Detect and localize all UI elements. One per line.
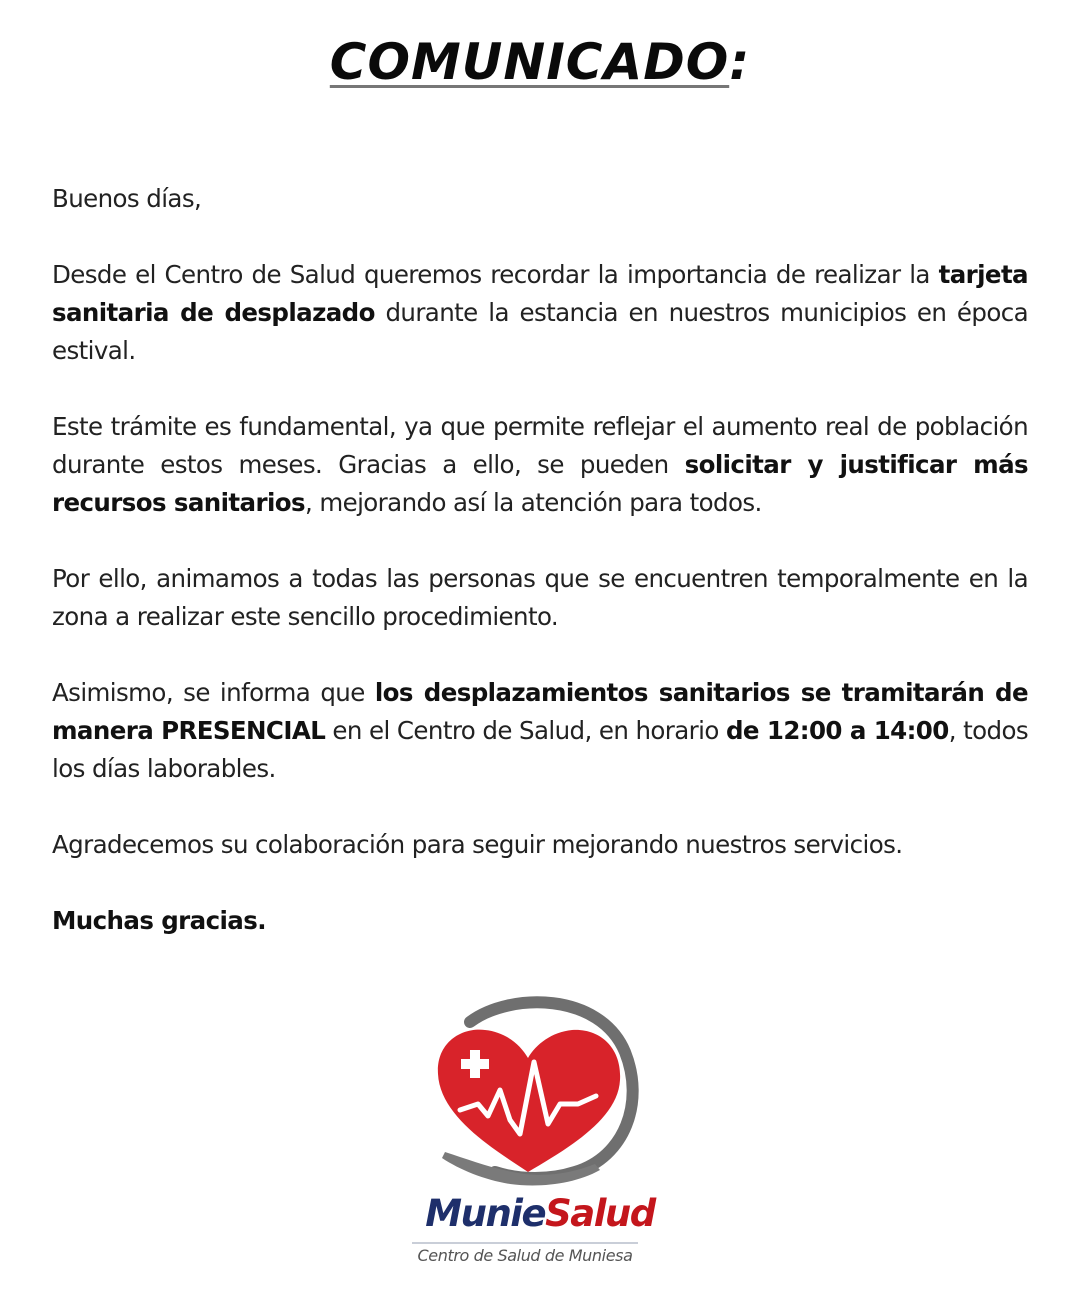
- text: en el Centro de Salud, en horario: [325, 716, 726, 745]
- muniesalud-logo: [400, 992, 680, 1282]
- header: [0, 30, 1080, 94]
- paragraph-animamos: [52, 560, 1028, 636]
- emphasis-presencial: los desplazamientos sanitarios se tramitarán de manera PRESENCIAL: [52, 678, 1029, 745]
- emphasis-recursos: solicitar y justificar más recursos sanitarios: [52, 450, 1028, 517]
- text: Desde el Centro de Salud queremos recordar la importancia de realizar la: [52, 260, 939, 289]
- page-title: [330, 30, 750, 94]
- text: Este trámite es fundamental, ya que permite reflejar el aumento real de población durante estos meses. Gracias a ello, se pueden: [52, 412, 1028, 479]
- paragraph-agradecimiento: [52, 826, 1028, 864]
- brand-divider: [412, 1242, 638, 1244]
- greeting: Buenos días,: [52, 184, 202, 213]
- closing-text: Muchas gracias.: [52, 906, 266, 935]
- text: Asimismo, se informa que: [52, 678, 375, 707]
- title-colon: :: [729, 33, 751, 91]
- paragraph-tramite: [52, 408, 1028, 522]
- paragraph-tarjeta: [52, 256, 1028, 370]
- text: , todos los días laborables.: [52, 716, 1029, 783]
- text: durante la estancia en nuestros municipios en época estival.: [52, 298, 1028, 365]
- brand-munie: Munie: [425, 1192, 546, 1235]
- brand-subtitle: Centro de Salud de Muniesa: [417, 1246, 633, 1265]
- title-text: COMUNICADO: [329, 33, 730, 91]
- emphasis-horario: de 12:00 a 14:00: [725, 716, 949, 745]
- heart-hand-icon: [400, 992, 680, 1192]
- text: , mejorando así la atención para todos.: [304, 488, 762, 517]
- text: Agradecemos su colaboración para seguir mejorando nuestros servicios.: [52, 830, 903, 859]
- announcement-body: [52, 180, 1028, 978]
- text: Por ello, animamos a todas las personas que se encuentren temporalmente en la zona a realizar este sencillo procedimiento.: [52, 564, 1028, 631]
- paragraph-horario: [52, 674, 1028, 788]
- closing: [52, 902, 1028, 940]
- brand-name: [400, 1192, 680, 1236]
- brand-salud: Salud: [545, 1192, 655, 1235]
- emphasis-tarjeta: tarjeta sanitaria de desplazado: [52, 260, 1028, 327]
